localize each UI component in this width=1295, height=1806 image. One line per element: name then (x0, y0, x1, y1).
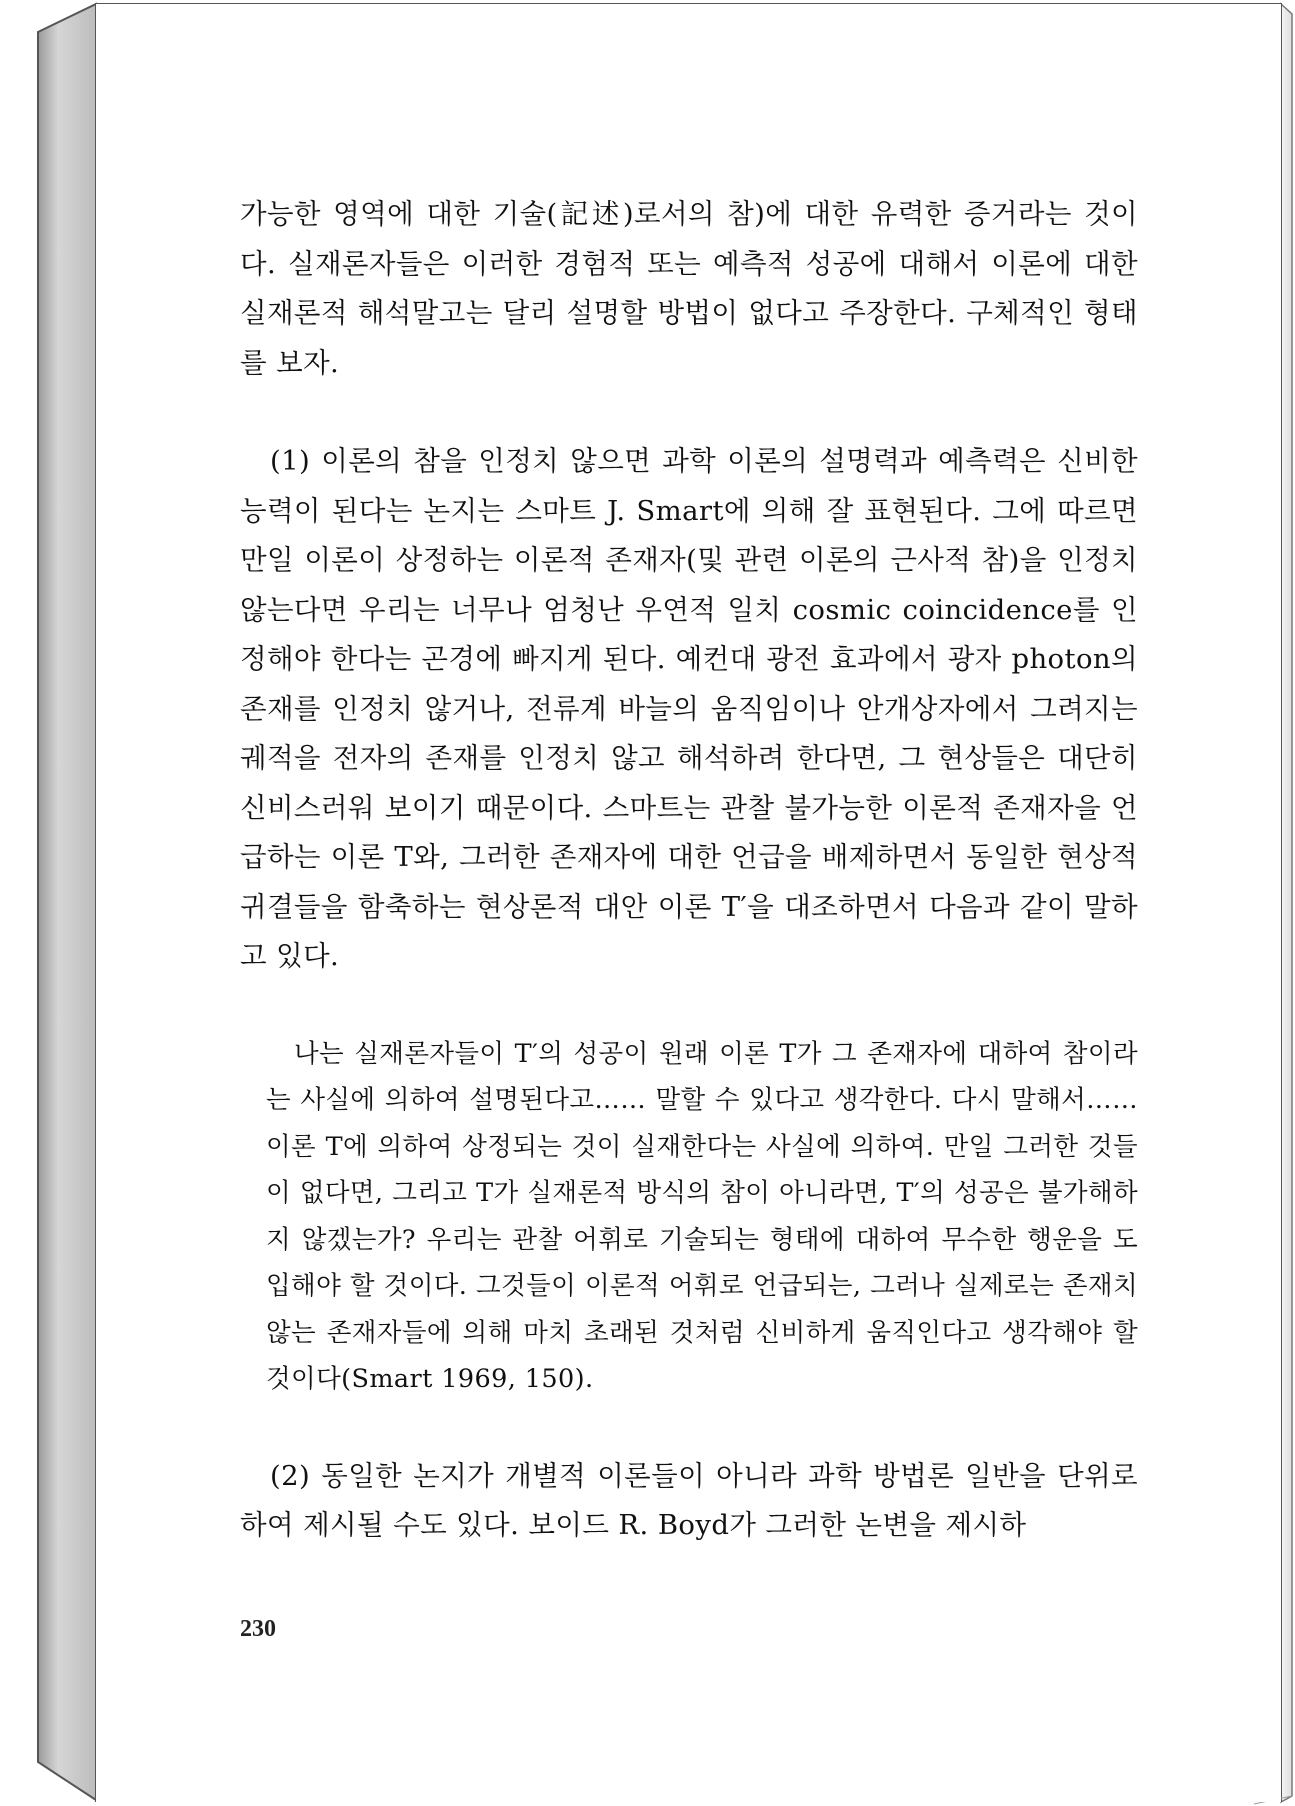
paragraph-gap (240, 982, 1138, 1031)
paragraph-gap (240, 388, 1138, 437)
paragraph-gap (240, 1403, 1138, 1452)
page-body (240, 190, 1138, 1551)
paragraph-3: (2) 동일한 논지가 개별적 이론들이 아니라 과학 방법론 일반을 단위로 하여 제시될 수도 있다. 보이드 R. Boyd가 그러한 논변을 제시하 (240, 1459, 1138, 1541)
paragraph-2: (1) 이론의 참을 인정치 않으면 과학 이론의 설명력과 예측력은 신비한 능력이 된다는 논지는 스마트 J. Smart에 의해 잘 표현된다. 그에 따르면 만일 이론이 상정하는 이론적 존재자(및 관련 이론의 근사적 참)을 인정치 않는다면 우리는 너무나 엄청난 우연적 일치 cosmic coincidence를 인정해야 한다는 곤경에 빠지게 된다. 예컨대 광전 효과에서 광자 photon의 존재를 인정치 않거나, 전류계 바늘의 움직임이나 안개상자에서 그려지는 궤적을 전자의 존재를 인정치 않고 해석하려 한다면, 그 현상들은 대단히 신비스러워 보이기 때문이다. 스마트는 관찰 불가능한 이론적 존재자을 언급하는 이론 T와, 그러한 존재자에 대한 언급을 배제하면서 동일한 현상적 귀결들을 함축하는 현상론적 대안 이론 T′을 대조하면서 다음과 같이 말하고 있다. (240, 445, 1138, 972)
page-number: 230 (240, 1616, 276, 1642)
paragraph-1: 가능한 영역에 대한 기술(記述)로서의 참)에 대한 유력한 증거라는 것이다. 실재론자들은 이러한 경험적 또는 예측적 성공에 대해서 이론에 대한 실재론적 해석말고는 달리 설명할 방법이 없다고 주장한다. 구체적인 형태를 보자. (240, 198, 1138, 379)
block-quote: 나는 실재론자들이 T′의 성공이 원래 이론 T가 그 존재자에 대하여 참이라는 사실에 의하여 설명된다고…… 말할 수 있다고 생각한다. 다시 말해서…… 이론 T에 의하여 상정되는 것이 실재한다는 사실에 의하여. 만일 그러한 것들이 없다면, 그리고 T가 실재론적 방식의 참이 아니라면, T′의 성공은 불가해하지 않겠는가? 우리는 관찰 어휘로 기술되는 형태에 대하여 무수한 행운을 도입해야 할 것이다. 그것들이 이론적 어휘로 언급되는, 그러나 실제로는 존재치 않는 존재자들에 의해 마치 초래된 것처럼 신비하게 움직인다고 생각해야 할 것이다(Smart 1969, 150). (266, 1038, 1138, 1394)
